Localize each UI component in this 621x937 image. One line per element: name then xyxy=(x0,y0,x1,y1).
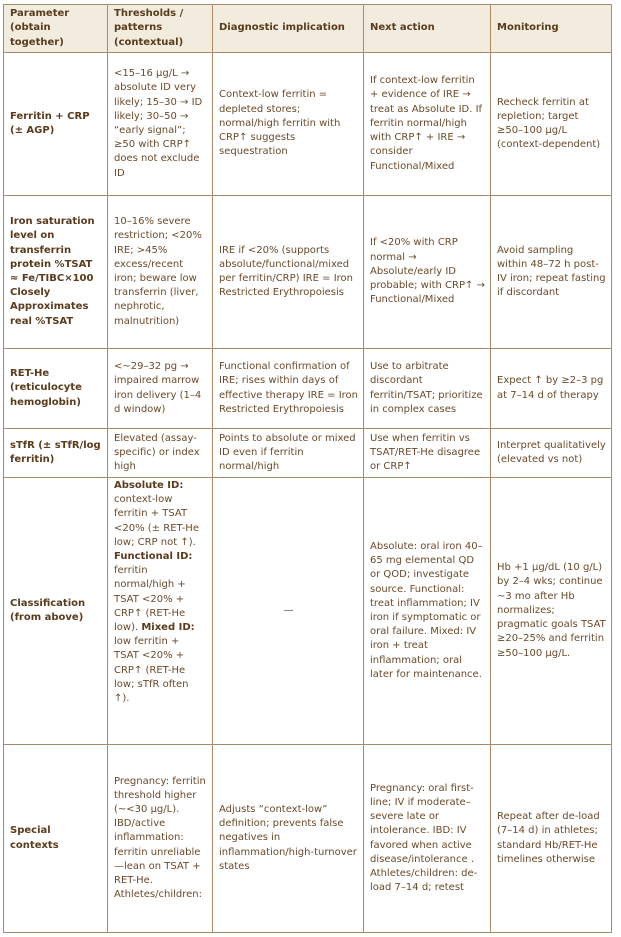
table-row xyxy=(4,745,612,933)
row-action: Absolute: oral iron 40–65 mg elemental QD or QOD; investigate source. Functional: treat inflammation; IV iron if symptomatic or oral failure. Mixed: IV iron + treat inflammation; oral later for maintenance. xyxy=(364,478,491,745)
row-thresholds: 10–16% severe restriction; <20% IRE; >45% excess/recent iron; beware low transferrin (liver, nephrotic, malnutrition) xyxy=(108,196,213,349)
absolute-id-text: context-low ferritin + TSAT <20% (± RET-He low; CRP not ↑). xyxy=(114,494,199,548)
row-thresholds: Pregnancy: ferritin threshold higher (~<30 µg/L). IBD/active inflammation: ferritin unreliable—lean on TSAT + RET-He. Athletes/children: xyxy=(108,745,213,933)
table-row xyxy=(4,349,612,429)
row-action: Use to arbitrate discordant ferritin/TSAT; prioritize in complex cases xyxy=(364,349,491,429)
functional-id-label: Functional ID: xyxy=(114,551,193,563)
row-implication: Points to absolute or mixed ID even if ferritin normal/high xyxy=(213,429,364,478)
row-monitoring: Repeat after de-load (7–14 d) in athletes; standard Hb/RET-He timelines otherwise xyxy=(491,745,612,933)
row-thresholds: Elevated (assay-specific) or index high xyxy=(108,429,213,478)
row-implication: Context-low ferritin = depleted stores; normal/high ferritin with CRP↑ suggests sequestration xyxy=(213,53,364,196)
row-implication: — xyxy=(213,478,364,745)
table-row xyxy=(4,429,612,478)
iron-deficiency-table xyxy=(3,4,612,933)
mixed-id-label: Mixed ID: xyxy=(141,622,195,634)
row-monitoring: Avoid sampling within 48–72 h post-IV iron; repeat fasting if discordant xyxy=(491,196,612,349)
absolute-id-label: Absolute ID: xyxy=(114,480,184,491)
table-row xyxy=(4,478,612,745)
header-diagnostic-implication: Diagnostic implication xyxy=(213,5,364,53)
header-parameter: Parameter (obtain together) xyxy=(4,5,108,53)
row-param: Ferritin + CRP (± AGP) xyxy=(4,53,108,196)
header-next-action: Next action xyxy=(364,5,491,53)
header-thresholds: Thresholds / patterns (contextual) xyxy=(108,5,213,53)
row-monitoring: Recheck ferritin at repletion; target ≥50–100 µg/L (context-dependent) xyxy=(491,53,612,196)
row-param: Special contexts xyxy=(4,745,108,933)
row-implication: Adjusts “context-low” definition; prevents false negatives in inflammation/high-turnover states xyxy=(213,745,364,933)
row-implication: IRE if <20% (supports absolute/functional/mixed per ferritin/CRP) IRE = Iron Restricted Erythropoiesis xyxy=(213,196,364,349)
row-param: sTfR (± sTfR/log ferritin) xyxy=(4,429,108,478)
row-monitoring: Hb +1 µg/dL (10 g/L) by 2–4 wks; continue ~3 mo after Hb normalizes; pragmatic goals TSAT ≥20–25% and ferritin ≥50–100 µg/L. xyxy=(491,478,612,745)
row-thresholds: <~29–32 pg → impaired marrow iron delivery (1–4 d window) xyxy=(108,349,213,429)
table-row xyxy=(4,196,612,349)
row-param: Iron saturation level on transferrin protein %TSAT ≈ Fe/TIBC×100 Closely Approximates real %TSAT xyxy=(4,196,108,349)
header-monitoring: Monitoring xyxy=(491,5,612,53)
functional-id-text: ferritin normal/high + TSAT <20% + CRP↑ (RET-He low). xyxy=(114,565,186,634)
row-implication: Functional confirmation of IRE; rises within days of effective therapy IRE = Iron Restricted Erythropoiesis xyxy=(213,349,364,429)
row-action: Use when ferritin vs TSAT/RET-He disagree or CRP↑ xyxy=(364,429,491,478)
row-thresholds: <15–16 µg/L → absolute ID very likely; 15–30 → ID likely; 30–50 → “early signal”; ≥50 with CRP↑ does not exclude ID xyxy=(108,53,213,196)
row-monitoring: Expect ↑ by ≥2–3 pg at 7–14 d of therapy xyxy=(491,349,612,429)
row-action: If <20% with CRP normal → Absolute/early ID probable; with CRP↑ → Functional/Mixed xyxy=(364,196,491,349)
row-param: Classification (from above) xyxy=(4,478,108,745)
row-thresholds xyxy=(108,478,213,745)
header-row xyxy=(4,5,612,53)
row-monitoring: Interpret qualitatively (elevated vs not) xyxy=(491,429,612,478)
row-action: If context-low ferritin + evidence of IRE → treat as Absolute ID. If ferritin normal/high with CRP↑ + IRE → consider Functional/Mixed xyxy=(364,53,491,196)
row-action: Pregnancy: oral first-line; IV if moderate–severe late or intolerance. IBD: IV favored when active disease/intolerance . Athletes/children: de-load 7–14 d; retest xyxy=(364,745,491,933)
row-param: RET-He (reticulocyte hemoglobin) xyxy=(4,349,108,429)
mixed-id-text: low ferritin + TSAT <20% + CRP↑ (RET-He low; sTfR often ↑). xyxy=(114,636,189,705)
table-row xyxy=(4,53,612,196)
